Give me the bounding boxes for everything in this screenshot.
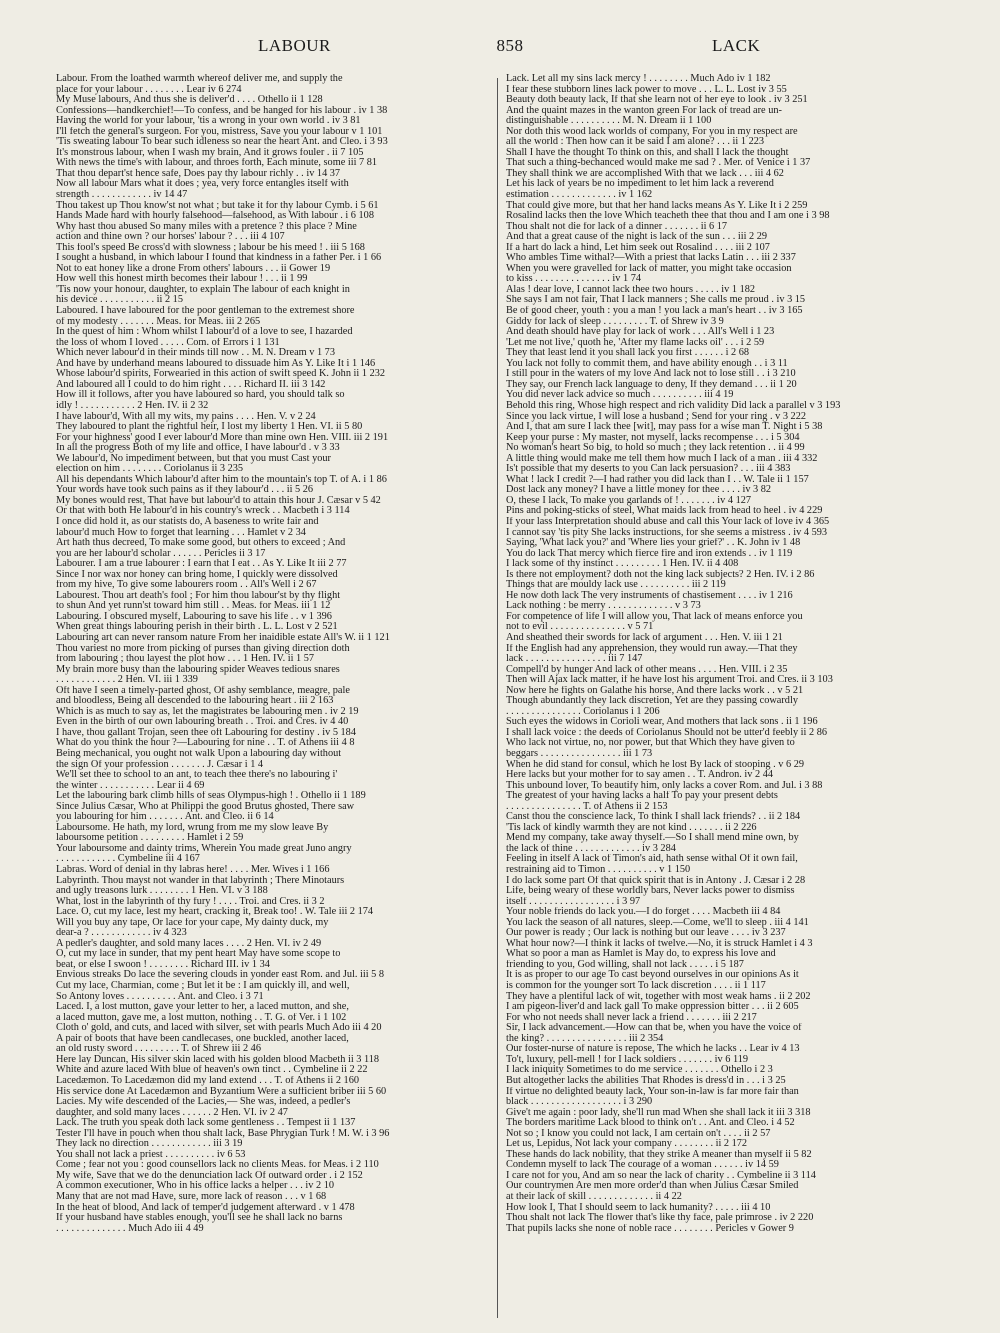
entry-line: friending to you, God willing, shall not lack . . . . . i 5 187 (506, 959, 744, 970)
entry-line: . . . . . . . . . . . . . . . T. of Athens ii 2 153 (506, 801, 668, 812)
entry-line: Our power is ready ; Our lack is nothing but our leave . . . . iv 3 237 (506, 928, 786, 939)
entry-line: you are her labour'd scholar . . . . . . Pericles ii 3 17 (56, 548, 266, 559)
entry-line: Now all labour Mars what it does ; yea, very force entangles itself with (56, 179, 349, 190)
entry-line: And I, that am sure I lack thee [wit], may pass for a wise man T. Night i 5 38 (506, 422, 823, 433)
entry-line: Thou shalt not die for lack of a dinner . . . . . . . ii 6 17 (506, 221, 728, 232)
entry-line: Now here he fights on Galathe his horse, And there lacks work . . v 5 21 (506, 685, 804, 696)
entry-line: And sheathed their swords for lack of argument . . . Hen. V. iii 1 21 (506, 632, 783, 643)
entry-line: My bones would rest, That have but labour'd to attain this hour J. Cæsar v 5 42 (56, 495, 381, 506)
entry-line: from my hive, To give some labourers room . . All's Well i 2 67 (56, 580, 317, 591)
entry-line: For your highness' good I ever labour'd More than mine own Hen. VIII. iii 2 191 (56, 432, 389, 443)
entry-line: Be of good cheer, youth : you a man ! you lack a man's heart . . iv 3 165 (506, 306, 803, 317)
entry-line: the king? . . . . . . . . . . . . . . . . iii 2 354 (506, 1033, 664, 1044)
entry-line: 'Tis now your honour, daughter, to explain The labour of each knight in (56, 284, 350, 295)
entry-line: daughter, and sold many laces . . . . . . 2 Hen. VI. iv 2 47 (56, 1107, 288, 1118)
entry-line: you labouring for him . . . . . . . Ant. and Cleo. ii 6 14 (56, 812, 274, 823)
entry-line: of my modesty . . . . . . . Meas. for Meas. iii 2 265 (56, 316, 261, 327)
entry-line: Hands Made hard with hourly falsehood—falsehood, as With labour . i 6 108 (56, 211, 374, 222)
entry-line: Envious streaks Do lace the severing clouds in yonder east Rom. and Jul. iii 5 8 (56, 970, 385, 981)
entry-line: Thou takest up Thou know'st not what ; but take it for thy labour Cymb. i 5 61 (56, 200, 379, 211)
entry-line: They lack no direction . . . . . . . . . . . . iii 3 19 (56, 1139, 243, 1150)
entry-line: election on him . . . . . . . . Coriolanus ii 3 235 (56, 464, 244, 475)
entry-line: Things that are mouldy lack use . . . . . . . . . . iii 2 119 (506, 580, 726, 591)
entry-line: When you were gravelled for lack of matter, you might take occasion (506, 263, 792, 274)
entry-line: Mend my company, take away thyself.—So I shall mend mine own, by (506, 833, 799, 844)
entry-line: Lack nothing : be merry . . . . . . . . . . . . . v 3 73 (506, 601, 701, 612)
entry-line: That could give more, but that her hand lacks means As Y. Like It i 2 259 (506, 200, 808, 211)
entry-line: A little thing would make me tell them how much I lack of a man . iii 4 332 (506, 453, 818, 464)
entry-line: I care not for you, And am so near the lack of charity . . Cymbeline ii 3 114 (506, 1170, 816, 1181)
entry-line: My Muse labours, And thus she is deliver'd . . . . Othello ii 1 128 (56, 95, 323, 106)
entry-line: estimation . . . . . . . . . . . . . iv 1 162 (506, 190, 653, 201)
entry-line: Is't possible that my deserts to you Can lack persuasion? . . . iii 4 383 (506, 464, 791, 475)
entry-line: Even in the birth of our own labouring breath . . Troi. and Cres. iv 4 40 (56, 717, 349, 728)
entry-line: We labour'd, No impediment between, but that you must Cast your (56, 453, 331, 464)
entry-line: For competence of life I will allow you, That lack of means enforce you (506, 611, 803, 622)
entry-line: Having the world for your labour, 'tis a wrong in your own world . iv 3 81 (56, 116, 361, 127)
entry-line: Since I nor wax nor honey can bring home, I quickly were dissolved (56, 569, 338, 580)
entry-line: If your husband have stables enough, you'll see he shall lack no barns (56, 1213, 343, 1224)
entry-line: You did never lack advice so much . . . . . . . . . . iii 4 19 (506, 390, 734, 401)
entry-line: It's monstrous labour, when I wash my brain, And it grows fouler . ii 7 105 (56, 147, 364, 158)
entry-line: What ! lack I credit ?—I had rather you did lack than I . . W. Tale ii 1 157 (506, 474, 809, 485)
entry-line: Why hast thou abused So many miles with a pretence ? this place ? Mine (56, 221, 357, 232)
entry-line: Condemn myself to lack The courage of a woman . . . . . . iv 14 59 (506, 1160, 779, 1171)
entry-line: lack . . . . . . . . . . . . . . . . iii 7 147 (506, 654, 643, 665)
entry-line: black . . . . . . . . . . . . . . . . . . i 3 290 (506, 1097, 653, 1108)
entry-line: laboursome petition . . . . . . . . . Hamlet i 2 59 (56, 833, 244, 844)
entry-line: Let the labouring bark climb hills of seas Olympus-high ! . Othello ii 1 189 (56, 791, 366, 802)
entry-line: When he did stand for consul, which he lost By lack of stooping . v 6 29 (506, 759, 804, 770)
entry-line: Nor doth this wood lack worlds of company, For you in my respect are (506, 126, 798, 137)
entry-line: dear-a ? . . . . . . . . . . . . iv 4 323 (56, 928, 187, 939)
entry-line: Let his lack of years be no impediment to let him lack a reverend (506, 179, 774, 190)
entry-line: the winter . . . . . . . . . . . Lear ii 4 69 (56, 780, 205, 791)
entry-line: A common executioner, Who in his office lacks a helper . . . iv 2 10 (56, 1181, 335, 1192)
entry-line: an old rusty sword . . . . . . . . . T. of Shrew iii 2 46 (56, 1044, 261, 1055)
entry-line: Compell'd by hunger And lack of other means . . . . Hen. VIII. i 2 35 (506, 664, 788, 675)
entry-line: All his dependants Which labour'd after him to the mountain's top T. of A. i 1 86 (56, 474, 387, 485)
entry-line: restraining aid to Timon . . . . . . . . . . v 1 150 (506, 865, 691, 876)
entry-line: to kiss . . . . . . . . . . . . . . . iv 1 74 (506, 274, 642, 285)
entry-line: My brain more busy than the labouring spider Weaves tedious snares (56, 664, 340, 675)
entry-line: Confessions—handkerchief!—To confess, and be hanged for his labour . iv 1 38 (56, 105, 388, 116)
entry-line: What so poor a man as Hamlet is May do, to express his love and (506, 949, 776, 960)
entry-line: Not to eat honey like a drone From others' labours . . . ii Gower 19 (56, 263, 331, 274)
entry-line: Since you lack virtue, I will lose a husband ; Send for your ring . v 3 222 (506, 411, 806, 422)
entry-line: Oft have I seen a timely-parted ghost, Of ashy semblance, meagre, pale (56, 685, 350, 696)
entry-line: They have a plentiful lack of wit, together with most weak hams . ii 2 202 (506, 991, 811, 1002)
entry-line: and bloodless, Being all descended to the labouring heart . iii 2 163 (56, 696, 334, 707)
entry-line: . . . . . . . . . . . . . . . Coriolanus i 1 206 (506, 706, 660, 717)
entry-line: Your words have took such pains as if they labour'd . . . ii 5 26 (56, 485, 314, 496)
entry-line: I still pour in the waters of my love And lack not to lose still . . i 3 210 (506, 369, 796, 380)
entry-line: Many that are not mad Have, sure, more lack of reason . . . v 1 68 (56, 1191, 327, 1202)
entry-line: Laboursome. He hath, my lord, wrung from me my slow leave By (56, 822, 329, 833)
entry-line: I have, thou gallant Trojan, seen thee oft Labouring for destiny . iv 5 184 (56, 727, 356, 738)
entry-line: And laboured all I could to do him right . . . . Richard II. iii 3 142 (56, 379, 326, 390)
entry-line: But altogether lacks the abilities That Rhodes is dress'd in . . . i 3 25 (506, 1075, 786, 1086)
entry-line: from labouring ; thou layest the plot how . . . 1 Hen. IV. ii 1 57 (56, 654, 315, 665)
entry-line: Pins and poking-sticks of steel, What maids lack from head to heel . iv 4 229 (506, 506, 823, 517)
entry-line: That such a thing-bechanced would make me sad ? . Mer. of Venice i 1 37 (506, 158, 811, 169)
entry-line: and ugly treasons lurk . . . . . . . . 1 Hen. VI. v 3 188 (56, 886, 268, 897)
entry-line: To't, luxury, pell-mell ! for I lack soldiers . . . . . . . iv 6 119 (506, 1054, 749, 1065)
entry-line: Then will Ajax lack matter, if he have lost his argument Troi. and Cres. ii 3 103 (506, 675, 833, 686)
entry-line: Who ambles Time withal?—With a priest that lacks Latin . . . iii 2 337 (506, 253, 796, 264)
entry-line: Labourer. I am a true labourer : I earn that I eat . . As Y. Like It iii 2 77 (56, 559, 347, 570)
entry-line: Will you buy any tape, Or lace for your cape, My dainty duck, my (56, 917, 329, 928)
entry-line: Lack. Let all my sins lack mercy ! . . . . . . . . Much Ado iv 1 182 (506, 74, 771, 84)
entry-line: I once did hold it, as our statists do, A baseness to write fair and (56, 516, 319, 527)
entry-line: Lack. The truth you speak doth lack some gentleness . . Tempest ii 1 137 (56, 1118, 356, 1129)
entry-line: Thou shalt not lack The flower that's like thy face, pale primrose . iv 2 220 (506, 1213, 814, 1224)
entry-line: Labourest. Thou art death's fool ; For him thou labour'st by thy flight (56, 590, 341, 601)
entry-line: I am pigeon-liver'd and lack gall To make oppression bitter . . . ii 2 605 (506, 1002, 799, 1013)
entry-line: I lack iniquity Sometimes to do me service . . . . . . . Othello i 2 3 (506, 1065, 773, 1076)
entry-line: O, these I lack, To make you garlands of ! . . . . . . . iv 4 127 (506, 495, 752, 506)
entry-line: When great things labouring perish in their birth . L. L. Lost v 2 521 (56, 622, 338, 633)
entry-line: Being mechanical, you ought not walk Upon a labouring day without (56, 749, 342, 759)
entry-line: They that least lend it you shall lack you first . . . . . . i 2 68 (506, 348, 750, 359)
entry-line: Beauty doth beauty lack, If that she learn not of her eye to look . iv 3 251 (506, 95, 808, 106)
entry-line: to shun And yet runn'st toward him still . . Meas. for Meas. iii 1 12 (56, 601, 331, 612)
header-left-word: LABOUR (258, 36, 331, 55)
entry-line: Our foster-nurse of nature is repose, The which he lacks . . Lear iv 4 13 (506, 1044, 800, 1055)
entry-line: They say, our French lack language to deny, If they demand . . . ii 1 20 (506, 379, 797, 390)
entry-line: all the world : Then how can it be said I am alone? . . . ii 1 223 (506, 137, 765, 148)
entry-line: You lack not folly to commit them, and have ability enough . . i 3 11 (506, 358, 788, 369)
entry-line: Which never labour'd in their minds till now . . M. N. Dream v 1 73 (56, 348, 335, 359)
entry-line: distinguishable . . . . . . . . . . M. N. Dream ii 1 100 (506, 116, 712, 127)
entry-line: And have by underhand means laboured to dissuade him As Y. Like It i 1 146 (56, 358, 376, 369)
entry-line: 'Tis sweating labour To bear such idleness so near the heart Ant. and Cleo. i 3 93 (56, 137, 388, 148)
entry-line: Dost lack any money? I have a little money for thee . . . . iv 3 82 (506, 485, 772, 496)
entry-line: If virtue no delighted beauty lack, Your son-in-law is far more fair than (506, 1086, 799, 1097)
entry-line: O, cut my lace in sunder, that my pent heart May have some scope to (56, 949, 341, 960)
entry-line: Giddy for lack of sleep . . . . . . . . . T. of Shrew iv 3 9 (506, 316, 724, 327)
entry-line: Canst thou the conscience lack, To think I shall lack friends? . . ii 2 184 (506, 812, 801, 823)
entry-line: Tester I'll have in pouch when thou shalt lack, Base Phrygian Turk ! M. W. i 3 96 (56, 1128, 390, 1139)
entry-line: And the quaint mazes in the wanton green For lack of tread are un- (506, 105, 782, 116)
entry-line: They shall think we are accomplished With that we lack . . . iii 4 62 (506, 168, 784, 179)
entry-line: Give't me again : poor lady, she'll run mad When she shall lack it iii 3 318 (506, 1107, 811, 1118)
entry-line: The borders maritime Lack blood to think on't . . Ant. and Cleo. i 4 52 (506, 1118, 795, 1129)
entry-line: These hands do lack nobility, that they strike A meaner than myself ii 5 82 (506, 1149, 812, 1160)
entry-line: Labyrinth. Thou mayst not wander in that labyrinth ; There Minotaurs (56, 875, 345, 886)
entry-line: So Antony loves . . . . . . . . . . Ant. and Cleo. i 3 71 (56, 991, 264, 1002)
entry-line: Though abundantly they lack discretion, Yet are they passing cowardly (506, 696, 798, 707)
entry-line: Here lacks but your mother for to say amen . . T. Andron. iv 2 44 (506, 770, 773, 781)
entry-line: If the English had any apprehension, they would run away.—That they (506, 643, 798, 654)
entry-line: Life, being weary of these worldly bars, Never lacks power to dismiss (506, 886, 795, 897)
entry-line: his device . . . . . . . . . . . ii 2 15 (56, 295, 183, 306)
entry-line: the lack of thine . . . . . . . . . . . . . iv 3 284 (506, 843, 676, 854)
entry-line: How ill it follows, after you have laboured so hard, you should talk so (56, 390, 345, 401)
entry-line: the sign Of your profession . . . . . . . J. Cæsar i 1 4 (56, 759, 264, 770)
entry-line: The greatest of your having lacks a half To pay your present debts (506, 791, 778, 802)
entry-line: Come ; fear not you : good counsellors lack no clients Meas. for Meas. i 2 110 (56, 1160, 379, 1171)
entry-line: 'Tis lack of kindly warmth they are not kind . . . . . . . ii 2 226 (506, 822, 757, 833)
entry-line: You shall not lack a priest . . . . . . . . . . iv 6 53 (56, 1149, 246, 1160)
entry-line: Lacedæmon. To Lacedæmon did my land extend . . . T. of Athens ii 2 160 (56, 1075, 359, 1086)
entry-line: Your laboursome and dainty trims, Wherein You made great Juno angry (56, 843, 352, 854)
header-right-word: LACK (712, 36, 761, 55)
entry-line: Your noble friends do lack you.—I do forget . . . . Macbeth iii 4 84 (506, 907, 781, 918)
entry-line: Thou variest no more from picking of purses than giving direction doth (56, 643, 350, 654)
entry-line: A pedler's daughter, and sold many laces . . . . 2 Hen. VI. iv 2 49 (56, 938, 322, 949)
entry-line: My wife, Save that we do the denunciation lack Of outward order . i 2 152 (56, 1170, 363, 1181)
entry-line: action and thine own ? our horses' labour ? . . . iii 4 107 (56, 232, 285, 243)
entry-line: That thou depart'st hence safe, Does pay thy labour richly . . iv 14 37 (56, 168, 341, 179)
entry-line: She says I am not fair, That I lack manners ; She calls me proud . iv 3 15 (506, 295, 806, 306)
entry-line: That pupils lacks she none of noble race . . . . . . . . Pericles v Gower 9 (506, 1223, 794, 1234)
column-divider (497, 78, 498, 1318)
entry-line: For who not needs shall never lack a friend . . . . . . . iii 2 217 (506, 1012, 757, 1023)
entry-line: What hour now?—I think it lacks of twelve.—No, it is struck Hamlet i 4 3 (506, 938, 813, 949)
entry-line: Such eyes the widows in Corioli wear, And mothers that lack sons . ii 1 196 (506, 717, 818, 728)
entry-line: In the quest of him : Whom whilst I labour'd of a love to see, I hazarded (56, 327, 353, 338)
entry-line: I cannot say 'tis pity She lacks instructions, for she seems a mistress . iv 4 593 (506, 527, 828, 538)
entry-line: His service done At Lacedæmon and Byzantium Were a sufficient briber iii 5 60 (56, 1086, 387, 1097)
page-number: 858 (496, 36, 524, 55)
entry-line: strength . . . . . . . . . . . . iv 14 47 (56, 190, 188, 201)
entry-line: Art hath thus decreed, To make some good, but others to exceed ; And (56, 538, 346, 549)
entry-line: a laced mutton, gave me, a lost mutton, nothing . . T. G. of Ver. i 1 102 (56, 1012, 347, 1023)
entry-line: Who lack not virtue, no, nor power, but that Which they have given to (506, 738, 795, 749)
entry-line: White and azure laced With blue of heaven's own tinct . . Cymbeline ii 2 22 (56, 1065, 368, 1076)
entry-line: Keep your purse : My master, not myself, lacks recompense . . . i 5 304 (506, 432, 800, 443)
entry-line: I'll fetch the general's surgeon. For you, mistress, Save you your labour v 1 101 (56, 126, 383, 137)
entry-line: Labouring. I obscured myself, Labouring to save his life . . v 1 396 (56, 611, 332, 622)
entry-line: You do lack That mercy which fierce fire and iron extends . . iv 1 119 (506, 548, 793, 559)
entry-line: Our countrymen Are men more order'd than when Julius Cæsar Smiled (506, 1181, 799, 1192)
entry-line: And that a great cause of the night is lack of the sun . . . iii 2 29 (506, 232, 768, 243)
entry-line: Which is as much to say as, let the magistrates be labouring men . iv 2 19 (56, 706, 359, 717)
entry-line: What do you think the hour ?—Labouring for nine . . T. of Athens iii 4 8 (56, 738, 355, 749)
entry-line: I lack some of thy instinct . . . . . . . . . 1 Hen. IV. ii 4 408 (506, 559, 739, 570)
entry-line: This unbound lover, To beautify him, only lacks a cover Rom. and Jul. i 3 88 (506, 780, 823, 791)
entry-line: We'll set thee to school to an ant, to teach thee there's no labouring i' (56, 770, 338, 781)
entry-line: 'Let me not live,' quoth he, 'After my flame lacks oil' . . . i 2 59 (506, 337, 765, 348)
entry-line: How look I, That I should seem to lack humanity? . . . . . iii 4 10 (506, 1202, 771, 1213)
entry-line: Cut my lace, Charmian, come ; But let it be : I am quickly ill, and well, (56, 981, 350, 992)
entry-line: Labras. Word of denial in thy labras here! . . . . Mer. Wives i 1 166 (56, 865, 330, 876)
entry-line: Let us, Lepidus, Not lack your company . . . . . . . . ii 2 172 (506, 1139, 748, 1150)
entry-line: Alas ! dear love, I cannot lack thee two hours . . . . . iv 1 182 (506, 284, 756, 295)
entry-line: at their lack of skill . . . . . . . . . . . . . ii 4 22 (506, 1191, 682, 1202)
entry-line: is common for the younger sort To lack discretion . . . . ii 1 117 (506, 981, 766, 992)
entry-line: Sir, I lack advancement.—How can that be, when you have the voice of (506, 1023, 802, 1034)
entry-line: Here lay Duncan, His silver skin laced with his golden blood Macbeth ii 3 118 (56, 1054, 380, 1065)
entry-line: No woman's heart So big, to hold so much ; they lack retention . . ii 4 99 (506, 443, 805, 454)
entry-line: In the heat of blood, And lack of temper'd judgement afterward . v 1 478 (56, 1202, 355, 1213)
entry-line: labour'd much How to forget that learning . . . Hamlet v 2 34 (56, 527, 306, 538)
page-header (0, 36, 1000, 60)
left-column (56, 74, 496, 1324)
entry-line: Lacies. My wife descended of the Lacies,— She was, indeed, a pedler's (56, 1097, 351, 1108)
entry-line: Lace. O, cut my lace, lest my heart, cracking it, Break too! . W. Tale iii 2 174 (56, 907, 374, 918)
entry-line: How well this honest mirth becomes their labour ! . . . ii 1 99 (56, 274, 308, 285)
entry-line: Since Julius Cæsar, Who at Philippi the good Brutus ghosted, There saw (56, 801, 355, 812)
entry-line: And death should have play for lack of work . . . All's Well i 1 23 (506, 327, 775, 338)
entry-line: not to evil . . . . . . . . . . . . . . . v 5 71 (506, 622, 654, 633)
entry-line: If your lass Interpretation should abuse and call this Your lack of love iv 4 365 (506, 516, 830, 527)
entry-line: A pair of boots that have been candlecases, one buckled, another laced, (56, 1033, 349, 1044)
entry-line: Cloth o' gold, and cuts, and laced with silver, set with pearls Much Ado iii 4 20 (56, 1023, 382, 1034)
entry-line: . . . . . . . . . . . . Cymbeline iii 4 167 (56, 854, 200, 865)
entry-line: beat, or else I swoon ! . . . . . . . . Richard III. iv 1 34 (56, 959, 270, 970)
entry-line: the loss of whom I loved . . . . . Com. of Errors i 1 131 (56, 337, 280, 348)
entry-line: beggars . . . . . . . . . . . . . . . . iii 1 73 (506, 749, 653, 759)
entry-line: Labour. From the loathed warmth whereof deliver me, and supply the (56, 74, 343, 84)
entry-line: In all the progress Both of my life and office, I have labour'd . v 3 33 (56, 443, 340, 454)
entry-line: Is there not employment? doth not the king lack subjects? 2 Hen. IV. i 2 86 (506, 569, 815, 580)
entry-line: You lack the season of all natures, sleep.—Come, we'll to sleep . iii 4 141 (506, 917, 809, 928)
entry-line: idly ! . . . . . . . . . . . 2 Hen. IV. ii 2 32 (56, 400, 209, 411)
entry-line: This fool's speed Be cross'd with slowness ; labour be his meed ! . iii 5 168 (56, 242, 365, 253)
entry-line: . . . . . . . . . . . . . . Much Ado iii 4 49 (56, 1223, 204, 1234)
entry-line: Feeling in itself A lack of Timon's aid, hath sense withal Of it own fail, (506, 854, 798, 865)
entry-line: Shall I have the thought To think on this, and shall I lack the thought (506, 147, 789, 158)
entry-line: With news the time's with labour, and throes forth, Each minute, some iii 7 81 (56, 158, 378, 169)
entry-line: Whose labour'd spirits, Forwearied in this action of swift speed K. John ii 1 232 (56, 369, 386, 380)
entry-line: Or that with both He labour'd in his country's wreck . . Macbeth i 3 114 (56, 506, 350, 517)
entry-line: Labouring art can never ransom nature From her inaidible estate All's W. ii 1 121 (56, 632, 390, 643)
entry-line: itself . . . . . . . . . . . . . . . . . i 3 97 (506, 896, 641, 907)
entry-line: I shall lack voice : the deeds of Coriolanus Should not be utter'd feebly ii 2 86 (506, 727, 827, 738)
entry-line: place for your labour . . . . . . . . Lear iv 6 274 (56, 84, 242, 95)
entry-line: I do lack some part Of that quick spirit that is in Antony . J. Cæsar i 2 28 (506, 875, 806, 886)
entry-line: Saying, 'What lack you?' and 'Where lies your grief?' . . K. John iv 1 48 (506, 538, 801, 549)
entry-line: They laboured to plant the rightful heir, I lost my liberty 1 Hen. VI. ii 5 80 (56, 422, 363, 433)
entry-line: If a hart do lack a hind, Let him seek out Rosalind . . . . iii 2 107 (506, 242, 770, 253)
entry-line: Laced. I, a lost mutton, gave your letter to her, a laced mutton, and she, (56, 1002, 349, 1013)
entry-line: It is as proper to our age To cast beyond ourselves in our opinions As it (506, 970, 799, 981)
entry-line: I fear these stubborn lines lack power to move . . . L. L. Lost iv 3 55 (506, 84, 787, 95)
entry-line: I sought a husband, in which labour I found that kindness in a father Per. i 1 66 (56, 253, 382, 264)
entry-line: Laboured. I have laboured for the poor gentleman to the extremest shore (56, 306, 355, 317)
entry-line: Not so ; I know you could not lack, I am certain on't . . . . ii 2 57 (506, 1128, 771, 1139)
entry-line: He now doth lack The very instruments of chastisement . . . . iv 1 216 (506, 590, 793, 601)
right-column (506, 74, 946, 1324)
entry-line: Behold this ring, Whose high respect and rich validity Did lack a parallel v 3 193 (506, 400, 841, 411)
entry-line: I have labour'd, With all my wits, my pains . . . . Hen. V. v 2 24 (56, 411, 316, 422)
entry-line: . . . . . . . . . . . . 2 Hen. VI. iii 1 339 (56, 675, 198, 686)
entry-line: Rosalind lacks then the love Which teacheth thee that thou and I am one i 3 98 (506, 211, 830, 222)
entry-line: What, lost in the labyrinth of thy fury ! . . . . Troi. and Cres. ii 3 2 (56, 896, 325, 907)
